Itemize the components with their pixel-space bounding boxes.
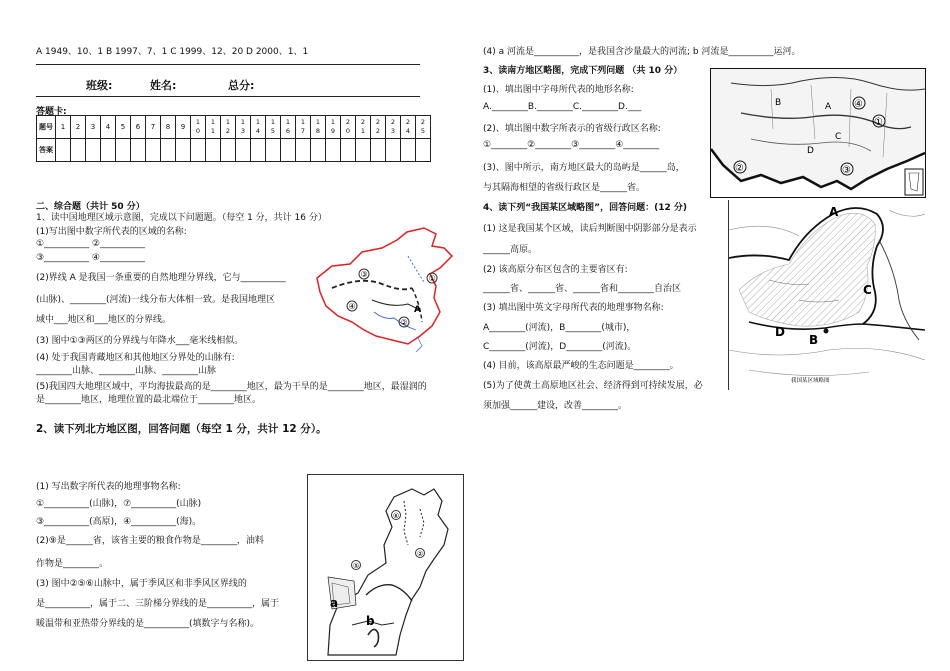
q4-5a: (5)为了使黄土高原地区社会、经济得到可持续发展，必: [483, 381, 703, 391]
q2-1: (1) 写出数字所代表的地理事物名称:: [36, 482, 181, 492]
table-cell-answer[interactable]: [386, 139, 401, 162]
q3-title: 3、读南方地区略图，完成下列问题 （共 10 分）: [483, 66, 683, 76]
table-cell-number: 7: [146, 116, 161, 139]
table-cell-answer[interactable]: [251, 139, 266, 162]
table-cell-answer[interactable]: [311, 139, 326, 162]
q4-2: (2) 该高原分布区包含的主要省区有:: [483, 265, 628, 275]
map3-label: ④: [854, 99, 863, 110]
q2-2b: 作物是________。: [36, 559, 109, 569]
table-cell-answer[interactable]: [281, 139, 296, 162]
q2-3a: (3) 图中②⑤⑥山脉中，属于季风区和非季风区界线的: [36, 579, 247, 589]
table-cell-answer[interactable]: [191, 139, 206, 162]
q2-2a: (2)⑨是______省，该省主要的粮食作物是________，油料: [36, 536, 264, 546]
q1-1b: ③__________ ④__________: [36, 253, 145, 263]
table-cell-answer[interactable]: [161, 139, 176, 162]
q1-1a: ①__________ ②__________: [36, 239, 145, 249]
map4-label: C: [863, 283, 872, 297]
map4-caption: 我国某区域略图: [791, 378, 830, 384]
table-cell-answer[interactable]: [116, 139, 131, 162]
q4-title: 4、读下列“我国某区域略图”，回答问题：(12 分): [483, 203, 687, 213]
table-cell-number: 1: [56, 116, 71, 139]
table-cell-number: 1 7: [296, 116, 311, 139]
q2-1b: ③__________(高原)，④__________(海)。: [36, 517, 202, 527]
table-cell-answer[interactable]: [371, 139, 386, 162]
q1-2c: 域中___地区和___地区的分界线。: [36, 315, 172, 325]
q3-1a: A.________B.________C.________D.___: [483, 102, 642, 112]
answer-card-title: 答题卡:: [36, 107, 67, 117]
table-cell-answer[interactable]: [131, 139, 146, 162]
map3-label: ③: [842, 165, 851, 176]
score-label: 总分:: [228, 79, 255, 92]
section2-title: 二、综合题（共计 50 分）: [36, 202, 145, 212]
options-line: A 1949、10、1 B 1997、7、1 C 1999、12、20 D 2000、1、1: [36, 47, 309, 57]
table-cell-answer[interactable]: [341, 139, 356, 162]
table-cell-answer[interactable]: [401, 139, 416, 162]
table-cell-answer[interactable]: [206, 139, 221, 162]
q3-2a: ①________②________③________④________: [483, 140, 660, 150]
table-cell-answer[interactable]: [266, 139, 281, 162]
q3-3b: 与其隔海相望的省级行政区是______省。: [483, 183, 646, 193]
q2-1a: ①__________(山脉)，⑦__________(山脉): [36, 499, 202, 509]
q2-3b: 是__________，属于二、三阶梯分界线的是__________，属于: [36, 599, 280, 609]
table-cell-number: 1 2: [221, 116, 236, 139]
map3-label: A: [825, 102, 832, 112]
q1-1: (1)写出图中数字所代表的区域的名称:: [36, 227, 187, 237]
table-cell-answer[interactable]: [146, 139, 161, 162]
map3-label: B: [775, 98, 782, 108]
q1-5a: (5)我国四大地理区域中，平均海拔最高的是________地区，最为干旱的是________地区，最湿润的: [36, 382, 427, 392]
table-cell-number: 1 5: [266, 116, 281, 139]
map1-label: ③: [360, 270, 368, 279]
map2-label: b: [366, 614, 375, 628]
divider: [36, 96, 420, 97]
map4-label: A: [829, 205, 839, 219]
map1-label: ①: [428, 274, 436, 283]
q4-4: (4) 目前，该高原最严峻的生态问题是________。: [483, 361, 679, 371]
map4-label: D: [775, 325, 785, 339]
table-cell-number: 5: [116, 116, 131, 139]
table-cell-number: 1 1: [206, 116, 221, 139]
table-cell-number: 6: [131, 116, 146, 139]
table-cell-number: 2 2: [371, 116, 386, 139]
answer-card-table: [36, 115, 431, 162]
q2-4: (4) a 河流是__________，是我国含沙量最大的河流; b 河流是__________运河。: [483, 47, 801, 57]
table-cell-number: 8: [161, 116, 176, 139]
table-cell-number: 2: [71, 116, 86, 139]
table-cell-answer[interactable]: [221, 139, 236, 162]
table-cell-answer[interactable]: [236, 139, 251, 162]
q1-4: (4) 处于我国青藏地区和其他地区分界处的山脉有:: [36, 353, 235, 363]
table-cell-answer[interactable]: [356, 139, 371, 162]
q4-3b: C________(河流)，D________(河流)。: [483, 342, 637, 352]
table-cell-number: 3: [86, 116, 101, 139]
name-label: 姓名:: [150, 79, 177, 92]
table-cell-answer[interactable]: [176, 139, 191, 162]
table-cell-number: 2 3: [386, 116, 401, 139]
map2-label: ⑥: [393, 512, 400, 520]
map1-label: ②: [400, 318, 408, 327]
q3-2: (2)、填出图中数字所表示的省级行政区名称:: [483, 124, 661, 134]
table-cell-number: 2 0: [341, 116, 356, 139]
table-cell-number: 1 4: [251, 116, 266, 139]
table-cell-answer[interactable]: [296, 139, 311, 162]
table-cell-number: 1 6: [281, 116, 296, 139]
table-cell-number: 2 5: [416, 116, 431, 139]
q4-5b: 须加强______建设，改善________。: [483, 401, 628, 411]
table-cell-answer[interactable]: [326, 139, 341, 162]
table-cell-number: 2 4: [401, 116, 416, 139]
q4-3a: A________(河流)，B________(城市)，: [483, 323, 636, 333]
table-cell-answer[interactable]: [56, 139, 71, 162]
china-region-map: [312, 226, 462, 356]
q4-3: (3) 填出图中英文字母所代表的地理事物名称:: [483, 303, 664, 313]
table-cell-number: 1 0: [191, 116, 206, 139]
table-cell-answer[interactable]: [101, 139, 116, 162]
south-region-map: [710, 68, 926, 198]
map3-label: ①: [874, 117, 883, 128]
q4-2a: ______省、______省、______省和________自治区: [483, 284, 682, 294]
map4-label: B: [809, 333, 819, 347]
q4-1b: ______高原。: [483, 245, 538, 255]
map3-label: ②: [735, 163, 744, 174]
table-header-answer: 答案: [37, 139, 56, 162]
class-label: 班级:: [86, 79, 113, 92]
map1-label: A: [414, 305, 421, 315]
q3-1: (1)、填出图中字母所代表的地形名称:: [483, 85, 634, 95]
map2-label: ⑤: [353, 562, 360, 570]
map3-label: C: [835, 132, 842, 142]
table-cell-number: 2 1: [356, 116, 371, 139]
q1-3: (3) 图中①③两区的分界线与年降水___毫米线相似。: [36, 336, 244, 346]
north-region-map: [307, 474, 464, 661]
table-cell-number: 1 8: [311, 116, 326, 139]
map3-label: D: [807, 146, 814, 156]
map2-label: ②: [417, 550, 424, 558]
q1-2b: (山脉)、________(河流)一线分布大体相一致。是我国地理区: [36, 295, 276, 305]
divider: [36, 64, 420, 65]
q2-3c: 暖温带和亚热带分界线的是__________(填数字与名称)。: [36, 619, 260, 629]
table-cell-answer[interactable]: [416, 139, 431, 162]
table-header-number: 题号: [37, 116, 56, 139]
q3-3a: (3)、图中所示，南方地区最大的岛屿是______岛，: [483, 163, 685, 173]
table-cell-answer[interactable]: [86, 139, 101, 162]
q1-5b: 是________地区，地理位置的最北端位于________地区。: [36, 395, 262, 405]
table-cell-answer[interactable]: [71, 139, 86, 162]
loess-plateau-map: [728, 200, 925, 390]
table-cell-number: 9: [176, 116, 191, 139]
q1-4b: ________山脉、________山脉、________山脉: [36, 366, 217, 376]
table-cell-number: 1 9: [326, 116, 341, 139]
q2-title: 2、读下列北方地区图，回答问题（每空 1 分，共计 12 分）。: [36, 423, 327, 435]
map2-label: a: [330, 596, 339, 610]
q4-1a: (1) 这是我国某个区域，读后判断图中阴影部分是表示: [483, 224, 697, 234]
q1-2a: (2)界线 A 是我国一条重要的自然地理分界线，它与__________: [36, 273, 286, 283]
q1-title: 1、读中国地理区域示意图，完成以下问题题。（每空 1 分，共计 16 分）: [36, 213, 327, 223]
table-cell-number: 1 3: [236, 116, 251, 139]
table-cell-number: 4: [101, 116, 116, 139]
map1-label: ④: [348, 302, 356, 311]
